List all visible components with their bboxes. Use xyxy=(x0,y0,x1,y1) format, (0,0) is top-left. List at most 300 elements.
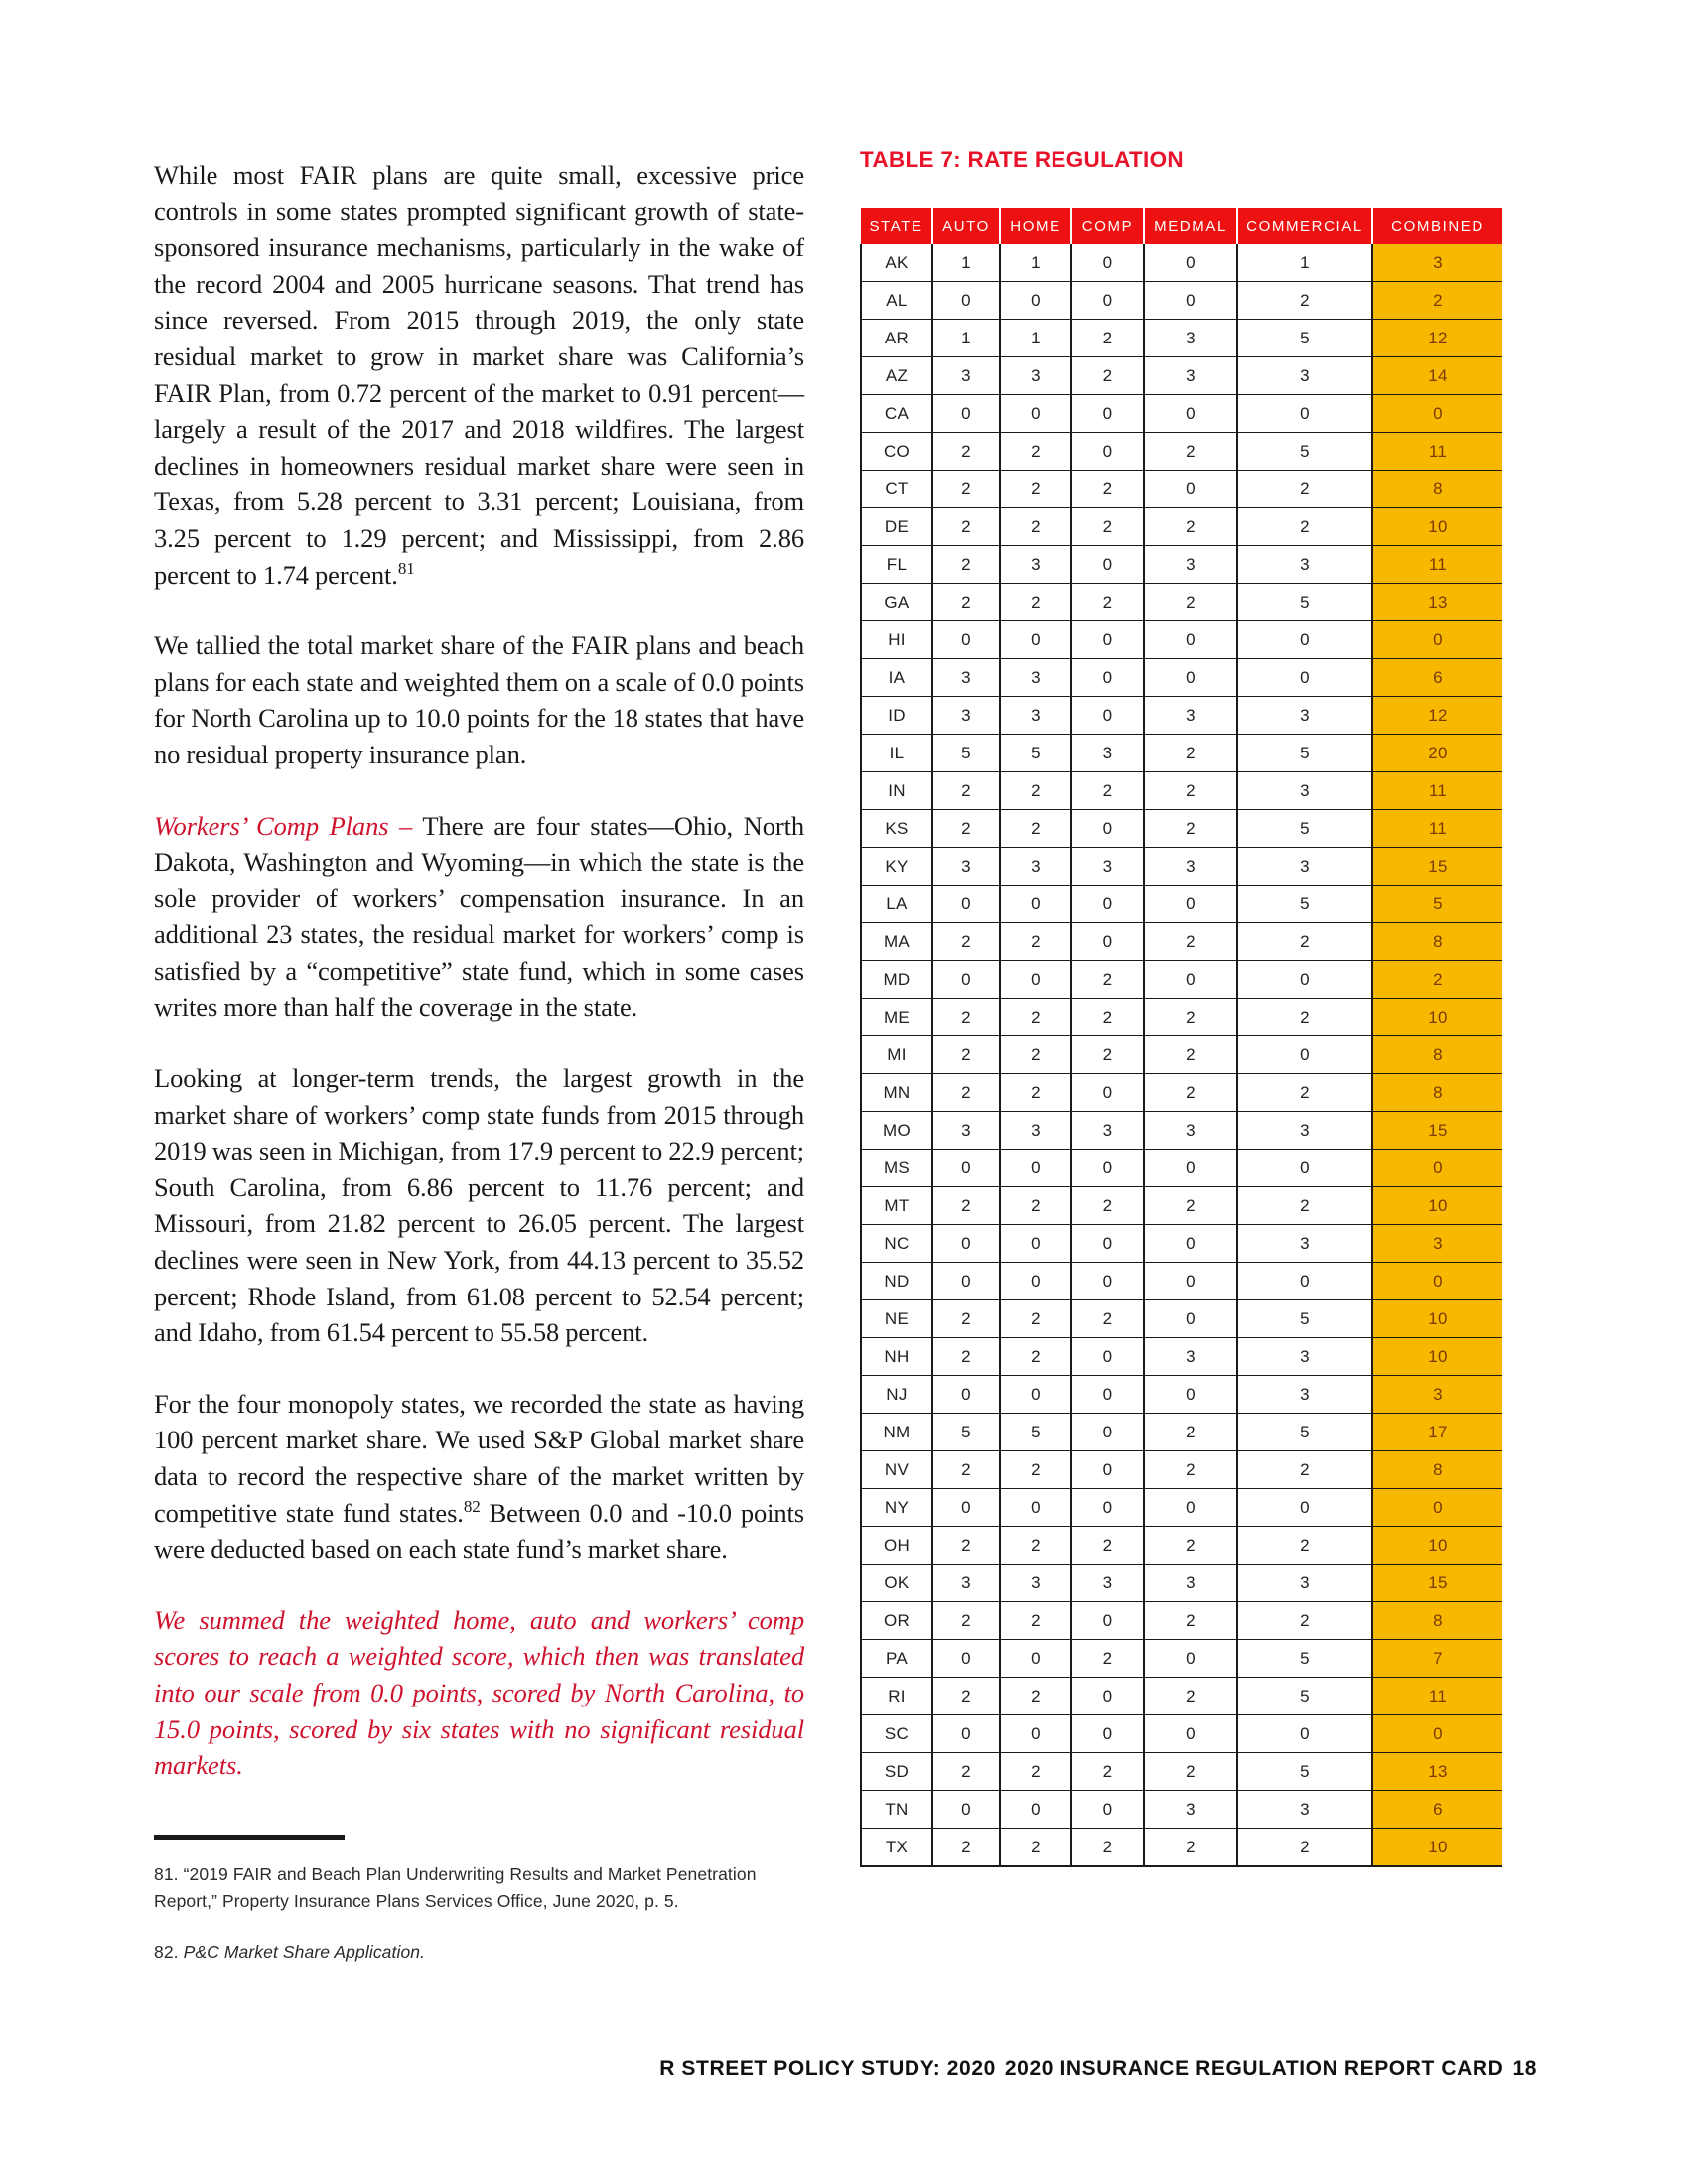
cell-commercial: 0 xyxy=(1237,1489,1372,1527)
paragraph-6-summary: We summed the weighted home, auto and workers’ comp scores to reach a weighted score, which then was translated into our scale from 0.0 points, scored by North Carolina, to 15.0 points, scored by six states with no significant residual markets. xyxy=(154,1604,804,1781)
cell-state: OH xyxy=(861,1527,932,1565)
cell-auto: 5 xyxy=(932,1414,1000,1451)
cell-combined: 10 xyxy=(1372,999,1502,1036)
table-row xyxy=(861,848,1502,886)
cell-state: NY xyxy=(861,1489,932,1527)
cell-comp: 0 xyxy=(1071,433,1144,471)
cell-auto: 0 xyxy=(932,1150,1000,1187)
cell-auto: 2 xyxy=(932,1300,1000,1338)
cell-commercial: 3 xyxy=(1237,1112,1372,1150)
cell-comp: 0 xyxy=(1071,1376,1144,1414)
cell-home: 3 xyxy=(1000,848,1071,886)
cell-combined: 8 xyxy=(1372,471,1502,508)
cell-combined: 15 xyxy=(1372,1112,1502,1150)
cell-auto: 3 xyxy=(932,1112,1000,1150)
table-row xyxy=(861,395,1502,433)
cell-comp: 2 xyxy=(1071,1300,1144,1338)
cell-commercial: 2 xyxy=(1237,1451,1372,1489)
cell-medmal: 3 xyxy=(1144,848,1237,886)
table-row xyxy=(861,621,1502,659)
cell-state: HI xyxy=(861,621,932,659)
cell-auto: 2 xyxy=(932,1678,1000,1715)
cell-auto: 2 xyxy=(932,471,1000,508)
footnote-divider xyxy=(154,1835,345,1840)
cell-auto: 2 xyxy=(932,810,1000,848)
cell-state: NM xyxy=(861,1414,932,1451)
cell-comp: 0 xyxy=(1071,659,1144,697)
cell-medmal: 3 xyxy=(1144,320,1237,357)
cell-home: 1 xyxy=(1000,320,1071,357)
cell-medmal: 2 xyxy=(1144,735,1237,772)
cell-home: 3 xyxy=(1000,546,1071,584)
cell-state: ME xyxy=(861,999,932,1036)
cell-state: ND xyxy=(861,1263,932,1300)
body-text-column xyxy=(154,157,804,1784)
cell-home: 2 xyxy=(1000,471,1071,508)
page-footer xyxy=(659,2057,1537,2081)
cell-comp: 3 xyxy=(1071,735,1144,772)
cell-combined: 0 xyxy=(1372,1489,1502,1527)
cell-state: MA xyxy=(861,923,932,961)
cell-medmal: 0 xyxy=(1144,886,1237,923)
table-row xyxy=(861,1225,1502,1263)
footnotes-block xyxy=(154,1835,804,1989)
table-column xyxy=(860,147,1501,1867)
cell-auto: 2 xyxy=(932,999,1000,1036)
cell-home: 0 xyxy=(1000,1263,1071,1300)
cell-medmal: 3 xyxy=(1144,1338,1237,1376)
cell-auto: 2 xyxy=(932,433,1000,471)
cell-medmal: 2 xyxy=(1144,1036,1237,1074)
table-row xyxy=(861,1074,1502,1112)
rate-regulation-table xyxy=(860,208,1502,1867)
cell-home: 3 xyxy=(1000,1112,1071,1150)
footnote-marker-81: 81 xyxy=(397,558,415,578)
table-row xyxy=(861,1489,1502,1527)
footnote-82-number: 82. xyxy=(154,1942,179,1962)
cell-state: ID xyxy=(861,697,932,735)
cell-comp: 3 xyxy=(1071,1565,1144,1602)
paragraph-4: Looking at longer-term trends, the largest growth in the market share of workers’ comp state funds from 2015 through 2019 was seen in Michigan, from 17.9 percent to 22.9 percent; South Carolina, from 6.86 percent to 11.76 percent; and Missouri, from 21.82 percent to 26.05 percent. The largest declines were seen in New York, from 44.13 percent to 35.52 percent; Rhode Island, from 61.08 percent to 52.54 percent; and Idaho, from 61.54 percent to 55.58 percent. xyxy=(154,1063,804,1348)
table-body xyxy=(861,244,1502,1866)
cell-medmal: 0 xyxy=(1144,621,1237,659)
cell-home: 2 xyxy=(1000,923,1071,961)
cell-comp: 2 xyxy=(1071,1640,1144,1678)
cell-auto: 3 xyxy=(932,659,1000,697)
cell-combined: 0 xyxy=(1372,395,1502,433)
cell-medmal: 2 xyxy=(1144,1451,1237,1489)
cell-commercial: 3 xyxy=(1237,772,1372,810)
cell-comp: 2 xyxy=(1071,1036,1144,1074)
cell-state: AL xyxy=(861,282,932,320)
cell-state: IL xyxy=(861,735,932,772)
table-row xyxy=(861,1414,1502,1451)
cell-state: CO xyxy=(861,433,932,471)
table-row xyxy=(861,961,1502,999)
cell-auto: 2 xyxy=(932,1187,1000,1225)
cell-home: 0 xyxy=(1000,961,1071,999)
cell-combined: 0 xyxy=(1372,1715,1502,1753)
table-row xyxy=(861,1187,1502,1225)
cell-commercial: 2 xyxy=(1237,923,1372,961)
table-row xyxy=(861,1376,1502,1414)
cell-home: 2 xyxy=(1000,1678,1071,1715)
cell-commercial: 2 xyxy=(1237,1527,1372,1565)
cell-home: 2 xyxy=(1000,1602,1071,1640)
cell-medmal: 0 xyxy=(1144,659,1237,697)
cell-commercial: 0 xyxy=(1237,961,1372,999)
cell-auto: 0 xyxy=(932,282,1000,320)
cell-commercial: 5 xyxy=(1237,1640,1372,1678)
cell-comp: 3 xyxy=(1071,1112,1144,1150)
cell-commercial: 5 xyxy=(1237,433,1372,471)
table-row xyxy=(861,659,1502,697)
paragraph-3-text: There are four states—Ohio, North Dakota, Washington and Wyoming—in which the state is the sole provider of workers’ compensation insurance. In an additional 23 states, the residual market for workers’ comp is satisfied by a “competitive” state fund, which in some cases writes more than half the coverage in the state. xyxy=(154,810,804,1023)
cell-comp: 3 xyxy=(1071,848,1144,886)
cell-combined: 11 xyxy=(1372,810,1502,848)
cell-auto: 2 xyxy=(932,508,1000,546)
cell-medmal: 2 xyxy=(1144,1414,1237,1451)
cell-comp: 0 xyxy=(1071,697,1144,735)
cell-home: 5 xyxy=(1000,735,1071,772)
cell-auto: 2 xyxy=(932,1753,1000,1791)
cell-medmal: 0 xyxy=(1144,1640,1237,1678)
footnote-82 xyxy=(154,1939,804,1966)
cell-auto: 2 xyxy=(932,1036,1000,1074)
cell-auto: 5 xyxy=(932,735,1000,772)
footnote-81-text: “2019 FAIR and Beach Plan Underwriting Results and Market Penetration Report,” Property Insurance Plans Services Office, June 2020, p. 5. xyxy=(154,1864,757,1911)
cell-state: MN xyxy=(861,1074,932,1112)
workers-comp-plans-lede: Workers’ Comp Plans – xyxy=(154,810,413,841)
table-row xyxy=(861,1451,1502,1489)
cell-state: IA xyxy=(861,659,932,697)
cell-auto: 2 xyxy=(932,1602,1000,1640)
table-row xyxy=(861,320,1502,357)
cell-home: 0 xyxy=(1000,1489,1071,1527)
paragraph-5-text-before: For the four monopoly states, we recorded the state as having 100 percent market share. We used S&P Global market share data to record the respective share of the market written by competitive state fund states. xyxy=(154,1388,804,1528)
cell-commercial: 5 xyxy=(1237,1753,1372,1791)
table-row xyxy=(861,886,1502,923)
cell-commercial: 3 xyxy=(1237,1338,1372,1376)
cell-auto: 3 xyxy=(932,1565,1000,1602)
cell-comp: 0 xyxy=(1071,1489,1144,1527)
cell-auto: 0 xyxy=(932,1640,1000,1678)
cell-home: 1 xyxy=(1000,244,1071,282)
cell-comp: 0 xyxy=(1071,621,1144,659)
cell-combined: 8 xyxy=(1372,923,1502,961)
table-row xyxy=(861,1527,1502,1565)
cell-comp: 0 xyxy=(1071,1791,1144,1829)
cell-commercial: 5 xyxy=(1237,1414,1372,1451)
cell-medmal: 2 xyxy=(1144,999,1237,1036)
table-row xyxy=(861,923,1502,961)
cell-state: PA xyxy=(861,1640,932,1678)
cell-home: 2 xyxy=(1000,1300,1071,1338)
cell-combined: 13 xyxy=(1372,584,1502,621)
cell-auto: 2 xyxy=(932,772,1000,810)
cell-combined: 10 xyxy=(1372,1187,1502,1225)
table-row xyxy=(861,1263,1502,1300)
cell-commercial: 3 xyxy=(1237,848,1372,886)
table-header xyxy=(861,208,1502,244)
table-row xyxy=(861,1036,1502,1074)
cell-combined: 8 xyxy=(1372,1036,1502,1074)
cell-auto: 2 xyxy=(932,1338,1000,1376)
cell-medmal: 0 xyxy=(1144,1225,1237,1263)
cell-commercial: 2 xyxy=(1237,1074,1372,1112)
cell-combined: 12 xyxy=(1372,320,1502,357)
paragraph-1-text: While most FAIR plans are quite small, excessive price controls in some states prompted significant growth of state-sponsored insurance mechanisms, particularly in the wake of the record 2004 and 2005 hurricane seasons. That trend has since reversed. From 2015 through 2019, the only state residual market to grow in market share was California’s FAIR Plan, from 0.72 percent of the market to 0.91 percent—largely a result of the 2017 and 2018 wildfires. The largest declines in homeowners residual market share were seen in Texas, from 5.28 percent to 3.31 percent; Louisiana, from 3.25 percent to 1.29 percent; and Mississippi, from 2.86 percent to 1.74 percent. xyxy=(154,160,804,590)
cell-home: 0 xyxy=(1000,621,1071,659)
cell-home: 2 xyxy=(1000,1074,1071,1112)
column-header-comp: COMP xyxy=(1071,208,1144,244)
cell-medmal: 2 xyxy=(1144,1753,1237,1791)
cell-state: OK xyxy=(861,1565,932,1602)
cell-commercial: 3 xyxy=(1237,1791,1372,1829)
cell-state: NE xyxy=(861,1300,932,1338)
cell-comp: 0 xyxy=(1071,282,1144,320)
cell-medmal: 0 xyxy=(1144,1376,1237,1414)
cell-combined: 10 xyxy=(1372,1527,1502,1565)
cell-auto: 2 xyxy=(932,546,1000,584)
cell-medmal: 0 xyxy=(1144,1263,1237,1300)
cell-medmal: 2 xyxy=(1144,1829,1237,1867)
cell-commercial: 5 xyxy=(1237,320,1372,357)
column-header-state: STATE xyxy=(861,208,932,244)
cell-commercial: 1 xyxy=(1237,244,1372,282)
cell-combined: 0 xyxy=(1372,1263,1502,1300)
cell-auto: 0 xyxy=(932,1715,1000,1753)
cell-medmal: 0 xyxy=(1144,395,1237,433)
cell-state: FL xyxy=(861,546,932,584)
table-row xyxy=(861,1640,1502,1678)
cell-commercial: 3 xyxy=(1237,1376,1372,1414)
cell-medmal: 0 xyxy=(1144,961,1237,999)
cell-state: NH xyxy=(861,1338,932,1376)
cell-combined: 8 xyxy=(1372,1451,1502,1489)
paragraph-5-text-after: Between 0.0 and -10.0 points were deducted based on each state fund’s market share. xyxy=(154,1497,805,1565)
cell-commercial: 2 xyxy=(1237,471,1372,508)
cell-medmal: 2 xyxy=(1144,1187,1237,1225)
cell-home: 2 xyxy=(1000,1829,1071,1867)
cell-combined: 0 xyxy=(1372,1150,1502,1187)
cell-state: MI xyxy=(861,1036,932,1074)
cell-home: 0 xyxy=(1000,282,1071,320)
cell-commercial: 2 xyxy=(1237,508,1372,546)
cell-commercial: 0 xyxy=(1237,1150,1372,1187)
cell-comp: 0 xyxy=(1071,1338,1144,1376)
cell-combined: 14 xyxy=(1372,357,1502,395)
cell-combined: 7 xyxy=(1372,1640,1502,1678)
cell-medmal: 3 xyxy=(1144,1565,1237,1602)
cell-combined: 6 xyxy=(1372,1791,1502,1829)
cell-auto: 3 xyxy=(932,697,1000,735)
cell-combined: 10 xyxy=(1372,1300,1502,1338)
table-row xyxy=(861,810,1502,848)
cell-comp: 2 xyxy=(1071,1753,1144,1791)
column-header-auto: AUTO xyxy=(932,208,1000,244)
cell-medmal: 0 xyxy=(1144,1489,1237,1527)
cell-medmal: 3 xyxy=(1144,1112,1237,1150)
table-row xyxy=(861,1678,1502,1715)
cell-medmal: 0 xyxy=(1144,1150,1237,1187)
table-row xyxy=(861,1300,1502,1338)
cell-commercial: 0 xyxy=(1237,621,1372,659)
cell-state: RI xyxy=(861,1678,932,1715)
cell-state: AK xyxy=(861,244,932,282)
cell-commercial: 0 xyxy=(1237,659,1372,697)
cell-medmal: 0 xyxy=(1144,1300,1237,1338)
cell-comp: 2 xyxy=(1071,357,1144,395)
cell-comp: 0 xyxy=(1071,1602,1144,1640)
cell-home: 2 xyxy=(1000,433,1071,471)
cell-combined: 17 xyxy=(1372,1414,1502,1451)
cell-comp: 0 xyxy=(1071,1150,1144,1187)
cell-commercial: 2 xyxy=(1237,1829,1372,1867)
cell-medmal: 2 xyxy=(1144,508,1237,546)
cell-comp: 0 xyxy=(1071,810,1144,848)
cell-combined: 10 xyxy=(1372,1338,1502,1376)
cell-state: OR xyxy=(861,1602,932,1640)
cell-combined: 15 xyxy=(1372,848,1502,886)
cell-state: MS xyxy=(861,1150,932,1187)
table-row xyxy=(861,471,1502,508)
cell-combined: 3 xyxy=(1372,1376,1502,1414)
cell-combined: 10 xyxy=(1372,508,1502,546)
cell-combined: 2 xyxy=(1372,282,1502,320)
cell-comp: 2 xyxy=(1071,508,1144,546)
table-row xyxy=(861,772,1502,810)
cell-commercial: 2 xyxy=(1237,282,1372,320)
cell-commercial: 3 xyxy=(1237,357,1372,395)
cell-home: 2 xyxy=(1000,999,1071,1036)
cell-comp: 2 xyxy=(1071,584,1144,621)
cell-home: 2 xyxy=(1000,584,1071,621)
cell-auto: 2 xyxy=(932,1829,1000,1867)
column-header-medmal: MEDMAL xyxy=(1144,208,1237,244)
cell-commercial: 2 xyxy=(1237,1602,1372,1640)
cell-commercial: 2 xyxy=(1237,1187,1372,1225)
cell-comp: 0 xyxy=(1071,1225,1144,1263)
table-row xyxy=(861,1791,1502,1829)
footer-report-title: 2020 INSURANCE REGULATION REPORT CARD xyxy=(1004,2057,1504,2080)
cell-combined: 11 xyxy=(1372,546,1502,584)
cell-commercial: 0 xyxy=(1237,1715,1372,1753)
cell-auto: 2 xyxy=(932,923,1000,961)
cell-medmal: 2 xyxy=(1144,1602,1237,1640)
cell-comp: 0 xyxy=(1071,923,1144,961)
cell-combined: 3 xyxy=(1372,1225,1502,1263)
table-row xyxy=(861,1565,1502,1602)
cell-home: 0 xyxy=(1000,1791,1071,1829)
cell-home: 0 xyxy=(1000,1225,1071,1263)
cell-comp: 0 xyxy=(1071,1451,1144,1489)
table-row xyxy=(861,584,1502,621)
cell-combined: 5 xyxy=(1372,886,1502,923)
cell-auto: 3 xyxy=(932,848,1000,886)
cell-combined: 20 xyxy=(1372,735,1502,772)
cell-home: 3 xyxy=(1000,1565,1071,1602)
table-row xyxy=(861,1150,1502,1187)
cell-home: 3 xyxy=(1000,357,1071,395)
table-row xyxy=(861,735,1502,772)
cell-medmal: 3 xyxy=(1144,1791,1237,1829)
cell-combined: 8 xyxy=(1372,1074,1502,1112)
cell-medmal: 2 xyxy=(1144,1678,1237,1715)
table-row xyxy=(861,1338,1502,1376)
table-row xyxy=(861,1715,1502,1753)
cell-commercial: 0 xyxy=(1237,1036,1372,1074)
cell-auto: 2 xyxy=(932,584,1000,621)
cell-combined: 11 xyxy=(1372,1678,1502,1715)
cell-home: 2 xyxy=(1000,1451,1071,1489)
cell-auto: 0 xyxy=(932,621,1000,659)
cell-home: 0 xyxy=(1000,1376,1071,1414)
table-row xyxy=(861,282,1502,320)
paragraph-3 xyxy=(154,808,804,1026)
cell-state: NV xyxy=(861,1451,932,1489)
cell-auto: 0 xyxy=(932,961,1000,999)
cell-home: 2 xyxy=(1000,1338,1071,1376)
cell-home: 2 xyxy=(1000,772,1071,810)
cell-home: 2 xyxy=(1000,1527,1071,1565)
cell-comp: 0 xyxy=(1071,395,1144,433)
cell-auto: 0 xyxy=(932,886,1000,923)
table-row xyxy=(861,357,1502,395)
cell-home: 0 xyxy=(1000,1715,1071,1753)
cell-comp: 0 xyxy=(1071,1414,1144,1451)
table-row xyxy=(861,1112,1502,1150)
cell-home: 0 xyxy=(1000,1150,1071,1187)
cell-auto: 0 xyxy=(932,1263,1000,1300)
cell-medmal: 0 xyxy=(1144,1715,1237,1753)
table-row xyxy=(861,546,1502,584)
column-header-commercial: COMMERCIAL xyxy=(1237,208,1372,244)
cell-comp: 2 xyxy=(1071,1187,1144,1225)
cell-state: GA xyxy=(861,584,932,621)
cell-commercial: 3 xyxy=(1237,697,1372,735)
cell-auto: 0 xyxy=(932,1489,1000,1527)
footnote-81-number: 81. xyxy=(154,1864,179,1884)
cell-commercial: 0 xyxy=(1237,1263,1372,1300)
table-row xyxy=(861,433,1502,471)
cell-home: 2 xyxy=(1000,1036,1071,1074)
cell-auto: 1 xyxy=(932,320,1000,357)
cell-medmal: 0 xyxy=(1144,471,1237,508)
cell-comp: 0 xyxy=(1071,1074,1144,1112)
cell-state: AR xyxy=(861,320,932,357)
cell-commercial: 5 xyxy=(1237,735,1372,772)
cell-state: NC xyxy=(861,1225,932,1263)
cell-comp: 2 xyxy=(1071,1829,1144,1867)
cell-medmal: 0 xyxy=(1144,244,1237,282)
footnote-82-text: P&C Market Share Application. xyxy=(183,1942,426,1962)
cell-home: 2 xyxy=(1000,810,1071,848)
cell-auto: 0 xyxy=(932,1791,1000,1829)
cell-comp: 2 xyxy=(1071,320,1144,357)
cell-home: 2 xyxy=(1000,1187,1071,1225)
paragraph-5 xyxy=(154,1386,804,1568)
cell-home: 5 xyxy=(1000,1414,1071,1451)
table-row xyxy=(861,697,1502,735)
cell-state: CT xyxy=(861,471,932,508)
cell-state: IN xyxy=(861,772,932,810)
cell-comp: 2 xyxy=(1071,772,1144,810)
cell-combined: 10 xyxy=(1372,1829,1502,1867)
cell-comp: 0 xyxy=(1071,1678,1144,1715)
cell-auto: 0 xyxy=(932,1225,1000,1263)
cell-state: MD xyxy=(861,961,932,999)
